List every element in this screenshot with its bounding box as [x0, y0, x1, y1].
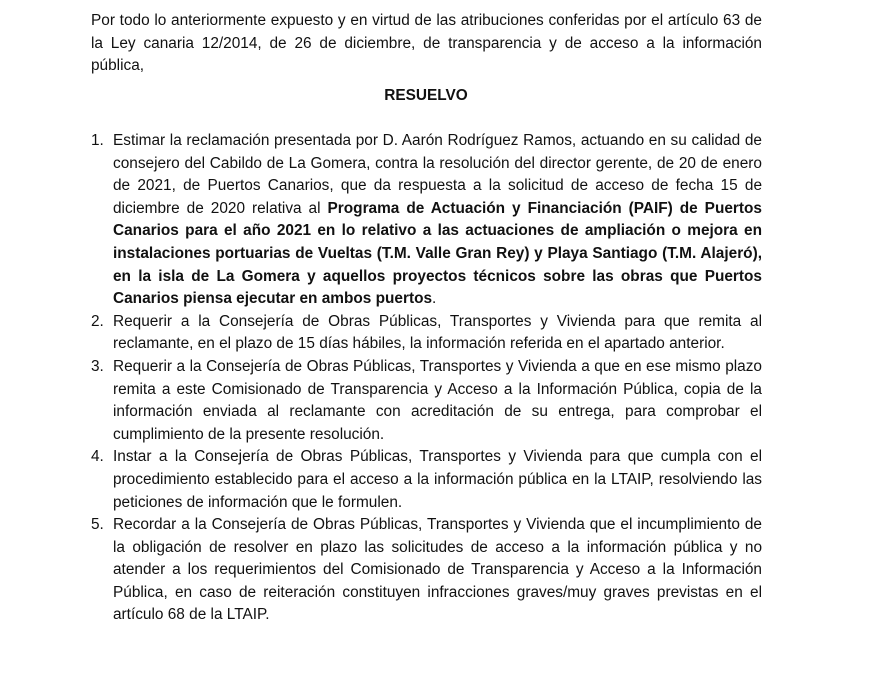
item-number: 1. — [91, 132, 104, 149]
item-number: 4. — [91, 448, 104, 466]
resolution-heading: RESUELVO — [384, 87, 468, 104]
list-item — [91, 446, 762, 514]
intro-paragraph: Por todo lo anteriormente expuesto y en virtud de las atribuciones conferidas por el artículo 63 de la Ley canaria 12/2014, de 26 de diciembre, de transparencia y de acceso a la información pública, — [91, 12, 762, 75]
list-item — [91, 311, 762, 356]
list-item — [91, 356, 762, 446]
item-number: 2. — [91, 312, 104, 330]
item-text: Instar a la Consejería de Obras Públicas, Transportes y Vivienda para que cumpla con el procedimiento establecido para el acceso a la información pública en la LTAIP, resolviendo las peticiones de información que le formulen. — [113, 448, 762, 511]
list-item — [91, 130, 762, 311]
item-text: Estimar la reclamación presentada por D. Aarón Rodríguez Ramos, actuando en su calidad de consejero del Cabildo de La Gomera, contra la resolución del director gerente, de 20 de enero de 2021, de Puertos Canarios, que da respuesta a la solicitud de acceso de fecha 15 de diciembre de 2020 relativa al — [113, 132, 762, 217]
item-number: 5. — [91, 516, 104, 534]
item-number: 3. — [91, 357, 104, 375]
list-item — [91, 514, 762, 627]
item-text: Requerir a la Consejería de Obras Públicas, Transportes y Vivienda para que remita al reclamante, en el plazo de 15 días hábiles, la información referida en el apartado anterior. — [113, 312, 762, 353]
item-text: Recordar a la Consejería de Obras Públicas, Transportes y Vivienda que el incumplimiento de la obligación de resolver en plazo las solicitudes de acceso a la información pública y no atender a los requerimientos del Comisionado de Transparencia y Acceso a la Información Pública, en caso de reiteración constituyen infracciones graves/muy graves previstas en el artículo 68 de la LTAIP. — [113, 516, 762, 624]
item-bold-text: Programa de Actuación y Financiación (PAIF) de Puertos Canarios para el año 2021 en lo relativo a las actuaciones de ampliación o mejora en instalaciones portuarias de Vueltas (T.M. Valle Gran Rey) y Playa Santiago (T.M. Alajeró), en la isla de La Gomera y aquellos proyectos técnicos sobre las obras que Puertos Canarios piensa ejecutar en ambos puertos — [113, 199, 762, 308]
resolution-list — [91, 130, 762, 627]
item-text-end: . — [432, 290, 437, 308]
item-text: Requerir a la Consejería de Obras Públicas, Transportes y Vivienda a que en ese mismo plazo remita a este Comisionado de Transparencia y Acceso a la Información Pública, copia de la información enviada al reclamante con acreditación de su entrega, para comprobar el cumplimiento de la presente resolución. — [113, 357, 762, 443]
